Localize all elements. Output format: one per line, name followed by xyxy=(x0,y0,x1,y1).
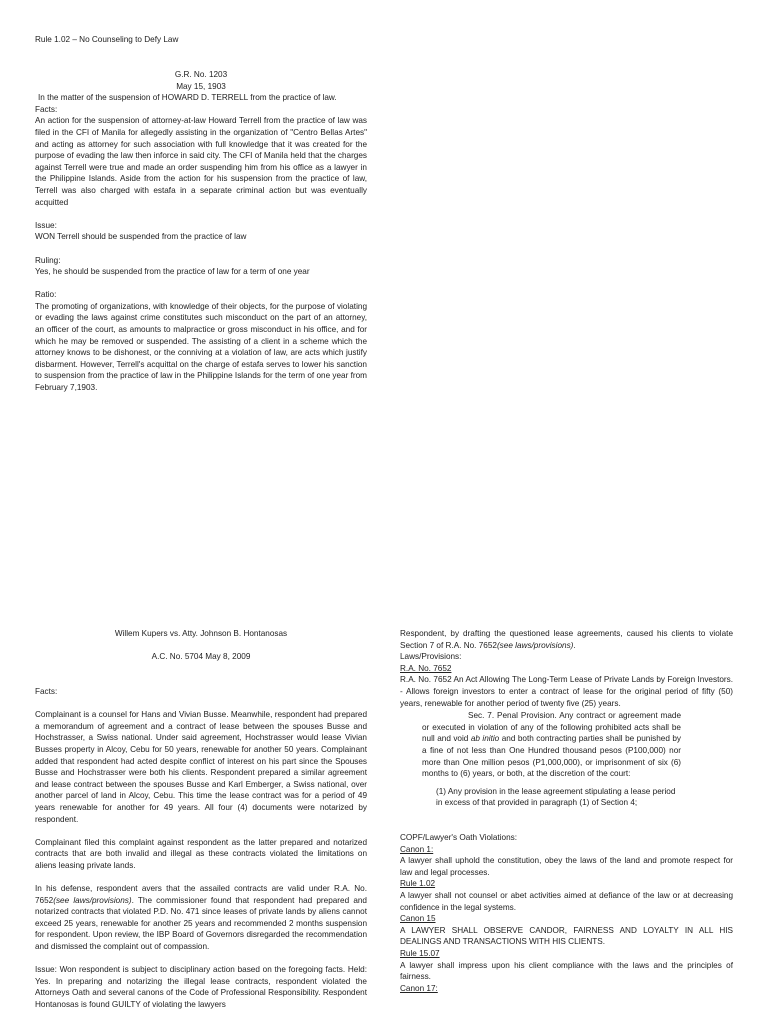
rule-header xyxy=(35,34,365,46)
case1-facts: An action for the suspension of attorney-at-law Howard Terrell from the practice of law was filed in the CFI of Manila for allegedly assisting in the organization of "Centro Bellas Artes" and acting as attorney for such association with full knowledge that it was created for the purpose of evading the law then inforce in said city. The CFI of Manila held that the charges against Terrell were true and made an order suspending him from his office as a lawyer in the Philippine Islands. Aside from the action for his suspension from the practice of law, Terrell was also charged with estafa in a separate criminal action but was eventually acquitted xyxy=(35,116,367,207)
case2-facts-3-italic: (see laws/provisions) xyxy=(53,895,132,905)
case2-facts-3-a: In his defense, respondent avers that the assailed contracts are valid under R.A. No. 7652 xyxy=(35,884,367,905)
sec7-a: Sec. 7. Penal Provision. Any contract or agreement made or executed in violation of any of the following prohibited acts shall be null and void xyxy=(422,711,681,744)
right-column xyxy=(400,628,733,994)
rule1507-label: Rule 15.07 xyxy=(400,949,440,959)
sec7-block xyxy=(400,710,733,809)
rule102-text: A lawyer shall not counsel or abet activities aimed at defiance of the law or at decreasing confidence in the legal systems. xyxy=(400,891,733,912)
case1-issue-label: Issue: xyxy=(35,220,57,230)
case2-ac-no: A.C. No. 5704 May 8, 2009 xyxy=(151,652,251,662)
case1-ratio: The promoting of organizations, with knowledge of their objects, for the purpose of violating or evading the laws against crime constitutes such misconduct on the part of an attorney, an officer of the court, as amounts to malpractice or gross misconduct in his office, and for which he may be removed or suspended. The assisting of a client in a scheme which the attorney knows to be dishonest, or the conniving at a violation of law, are acts which justify disbarment. However, Terrell's acquittal on the charge of estafa serves to lower his sanction to suspension from the practice of law in the Philippine Islands for the term of one year from February 7,1903. xyxy=(35,301,367,393)
right-cont-italic: (see laws/provisions) xyxy=(496,640,574,650)
right-cont-a: Respondent, by drafting the questioned lease agreements, caused his clients to violate Section 7 of R.A. No. 7652 xyxy=(400,629,733,650)
rule1507-text: A lawyer shall impress upon his client compliance with the laws and the principles of fairness. xyxy=(400,960,733,982)
case2-block xyxy=(35,628,367,1011)
case2-facts-3-b: . The commissioner found that respondent had prepared and notarized contracts that violated P.D. No. 471 since leases of private lands by aliens cannot exceed 25 years, renewable for another 25 years and recommended 2 months suspension for respondent. Upon review, the IBP Board of Governors disregarded the recommendation and dismissed the complaint out of compassion. xyxy=(35,895,367,952)
copf-label: COPF/Lawyer's Oath Violations: xyxy=(400,833,517,843)
sec7-b: and both contracting parties shall be punished by a fine of not less than One Hundred thousand pesos (P100,000) nor more than One million pesos (P1,000,000), or imprisonment of six (6) months to (6) years, or both, at the discretion of the court: xyxy=(422,734,682,779)
right-cont-b: . xyxy=(573,640,576,650)
laws-label: Laws/Provisions: xyxy=(400,652,462,662)
case1-ruling: Yes, he should be suspended from the practice of law for a term of one year xyxy=(35,267,310,277)
case2-facts-3 xyxy=(35,883,367,953)
right-continuation xyxy=(400,628,733,651)
rule-header-text: Rule 1.02 – No Counseling to Defy Law xyxy=(35,35,179,44)
ra-label: R.A. No. 7652 xyxy=(400,663,452,673)
case2-facts-2: Complainant filed this complaint against respondent as the latter prepared and notarized contracts that are both invalid and illegal as these contracts violated the limitations on aliens leasing private lands. xyxy=(35,837,367,870)
canon1-text: A lawyer shall uphold the constitution, obey the laws of the land and promote respect for law and legal processes. xyxy=(400,856,733,877)
case2-facts-label: Facts: xyxy=(35,686,58,696)
case2-issue-held: Issue: Won respondent is subject to disciplinary action based on the foregoing facts. Held: Yes. In preparing and notarizing the illegal lease contracts, respondent violated the Attorneys Oath and several canons of the Code of Professional Responsibility. Respondent Hontanosas is found GUILTY of violating the lawyers xyxy=(35,965,367,1009)
case1-ratio-label: Ratio: xyxy=(35,290,57,300)
case1-date: May 15, 1903 xyxy=(176,81,226,91)
case1-issue: WON Terrell should be suspended from the practice of law xyxy=(35,232,247,242)
case2-title: Willem Kupers vs. Atty. Johnson B. Hontanosas xyxy=(114,629,288,638)
canon17-label: Canon 17: xyxy=(400,983,438,993)
case1-title: In the matter of the suspension of HOWARD D. TERRELL from the practice of law. xyxy=(38,93,337,103)
ra-text: R.A. No. 7652 An Act Allowing The Long-Term Lease of Private Lands by Foreign Investors. - Allows foreign investors to enter a contract of lease for the original period of fifty (50) years, renewable for another period of twenty five (25) years. xyxy=(400,675,733,708)
case1-ruling-label: Ruling: xyxy=(35,255,61,265)
rule102-label: Rule 1.02 xyxy=(400,879,436,889)
case1-gr-no: G.R. No. 1203 xyxy=(174,70,228,79)
case2-facts-1: Complainant is a counsel for Hans and Vivian Busse. Meanwhile, respondent had prepared a memorandum of agreement and a contract of lease between the spouses Busse and Hochstrasser, a Swiss national. Under said agreement, Hochstrasser would lease Vivian Busses property in Alcoy, Cebu for 50 years, renewable for another 50 years. Complainant added that respondent had acted despite conflict of interest on his part since the Spouses Busse and Hochstrasser were both his clients. Respondent prepared a similar agreement and lease contract between the spouses Busse and Karl Emberger, a Swiss national, over another parcel of land in Alcoy, Cebu. This time the lease contract was for a period of 49 years renewable for another for 49 years. All four (4) documents were notarized by respondent. xyxy=(35,710,367,824)
sec7-text xyxy=(422,710,681,780)
canon15-label: Canon 15 xyxy=(400,914,436,924)
sec7-italic: ab initio xyxy=(470,734,500,744)
canon1-label: Canon 1: xyxy=(400,844,434,854)
canon15-text: A LAWYER SHALL OBSERVE CANDOR, FAIRNESS AND LOYALTY IN ALL HIS DEALINGS AND TRANSACTIONS WITH HIS CLIENTS. xyxy=(400,925,733,947)
sec7-item: (1) Any provision in the lease agreement stipulating a lease period in excess of that provided in paragraph (1) of Section 4; xyxy=(436,786,676,808)
case1-facts-label: Facts: xyxy=(35,104,58,114)
case1-block xyxy=(35,69,367,394)
